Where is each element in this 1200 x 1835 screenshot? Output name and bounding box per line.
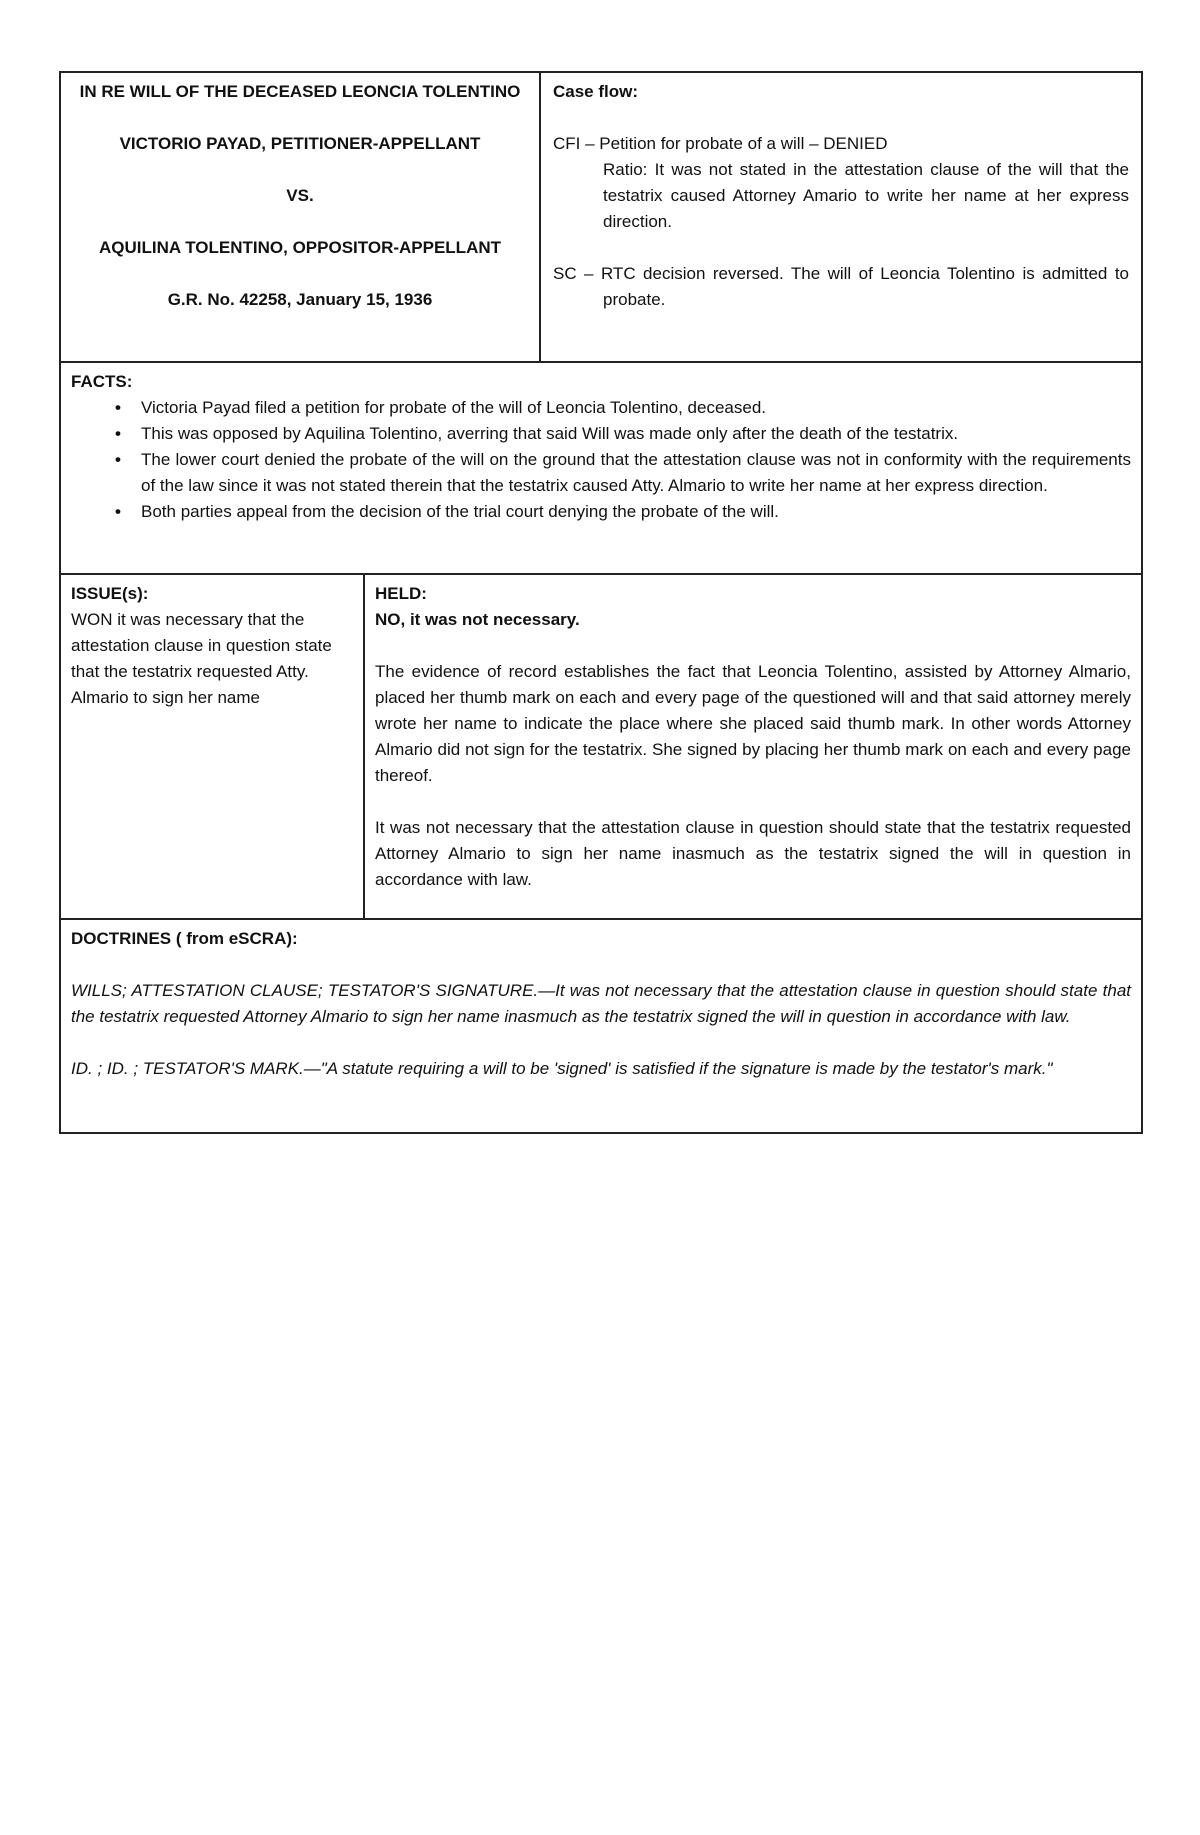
case-flow-sc: SC – RTC decision reversed. The will of Leoncia Tolentino is admitted to probate.	[553, 264, 1129, 309]
doctrines-heading: DOCTRINES ( from eSCRA):	[71, 929, 298, 948]
doctrines-cell	[61, 920, 1141, 1132]
case-flow-ratio: Ratio: It was not stated in the attestation clause of the will that the testatrix caused Attorney Amario to write her name at her express direction.	[603, 160, 1129, 231]
case-flow-cell	[539, 73, 1141, 361]
doctrine-1: WILLS; ATTESTATION CLAUSE; TESTATOR'S SIGNATURE.—It was not necessary that the attestation clause in question should state that the testatrix requested Attorney Almario to sign her name inasmuch as the testatrix signed the will in question in accordance with law.	[71, 981, 1131, 1026]
versus: VS.	[286, 186, 314, 205]
facts-row	[61, 363, 1141, 575]
gr-number: G.R. No. 42258, January 15, 1936	[167, 290, 433, 309]
list-item: • Victoria Payad filed a petition for probate of the will of Leoncia Tolentino, deceased.	[71, 395, 1131, 421]
case-flow-heading: Case flow:	[553, 82, 639, 101]
issue-held-row	[61, 575, 1141, 920]
issues-heading: ISSUE(s):	[71, 584, 149, 603]
issues-text: WON it was necessary that the attestation clause in question state that the testatrix requested Atty. Almario to sign her name	[71, 610, 332, 707]
petitioner: VICTORIO PAYAD, PETITIONER-APPELLANT	[119, 134, 481, 153]
list-item: • This was opposed by Aquilina Tolentino, averring that said Will was made only after the death of the testatrix.	[71, 421, 1131, 447]
doctrines-row	[61, 920, 1141, 1132]
doctrine-2: ID. ; ID. ; TESTATOR'S MARK.—"A statute requiring a will to be 'signed' is satisfied if the signature is made by the testator's mark."	[71, 1059, 1053, 1078]
facts-cell	[61, 363, 1141, 573]
held-cell	[363, 575, 1141, 918]
case-digest-table	[59, 71, 1143, 1134]
oppositor: AQUILINA TOLENTINO, OPPOSITOR-APPELLANT	[98, 238, 502, 257]
facts-heading: FACTS:	[71, 372, 133, 391]
issues-cell	[61, 575, 363, 918]
held-answer: NO, it was not necessary.	[375, 610, 580, 629]
header-row	[61, 73, 1141, 363]
list-item: • The lower court denied the probate of the will on the ground that the attestation clause was not in conformity with the requirements of the law since it was not stated therein that the testatrix caused Atty. Almario to write her name at her express direction.	[71, 447, 1131, 499]
held-paragraph-2: It was not necessary that the attestation clause in question should state that the testatrix requested Attorney Almario to sign her name inasmuch as the testatrix signed the will in question in accordance with law.	[375, 818, 1131, 889]
case-title-cell	[61, 73, 539, 361]
case-title: IN RE WILL OF THE DECEASED LEONCIA TOLENTINO	[79, 82, 521, 101]
facts-list	[71, 395, 1131, 525]
list-item: • Both parties appeal from the decision of the trial court denying the probate of the will.	[71, 499, 1131, 525]
held-heading: HELD:	[375, 584, 427, 603]
held-paragraph-1: The evidence of record establishes the fact that Leoncia Tolentino, assisted by Attorney Almario, placed her thumb mark on each and every page of the questioned will and that said attorney merely wrote her name to indicate the place where she placed said thumb mark. In other words Attorney Almario did not sign for the testatrix. She signed by placing her thumb mark on each and every page thereof.	[375, 662, 1131, 785]
case-flow-cfi: CFI – Petition for probate of a will – DENIED	[553, 134, 888, 153]
